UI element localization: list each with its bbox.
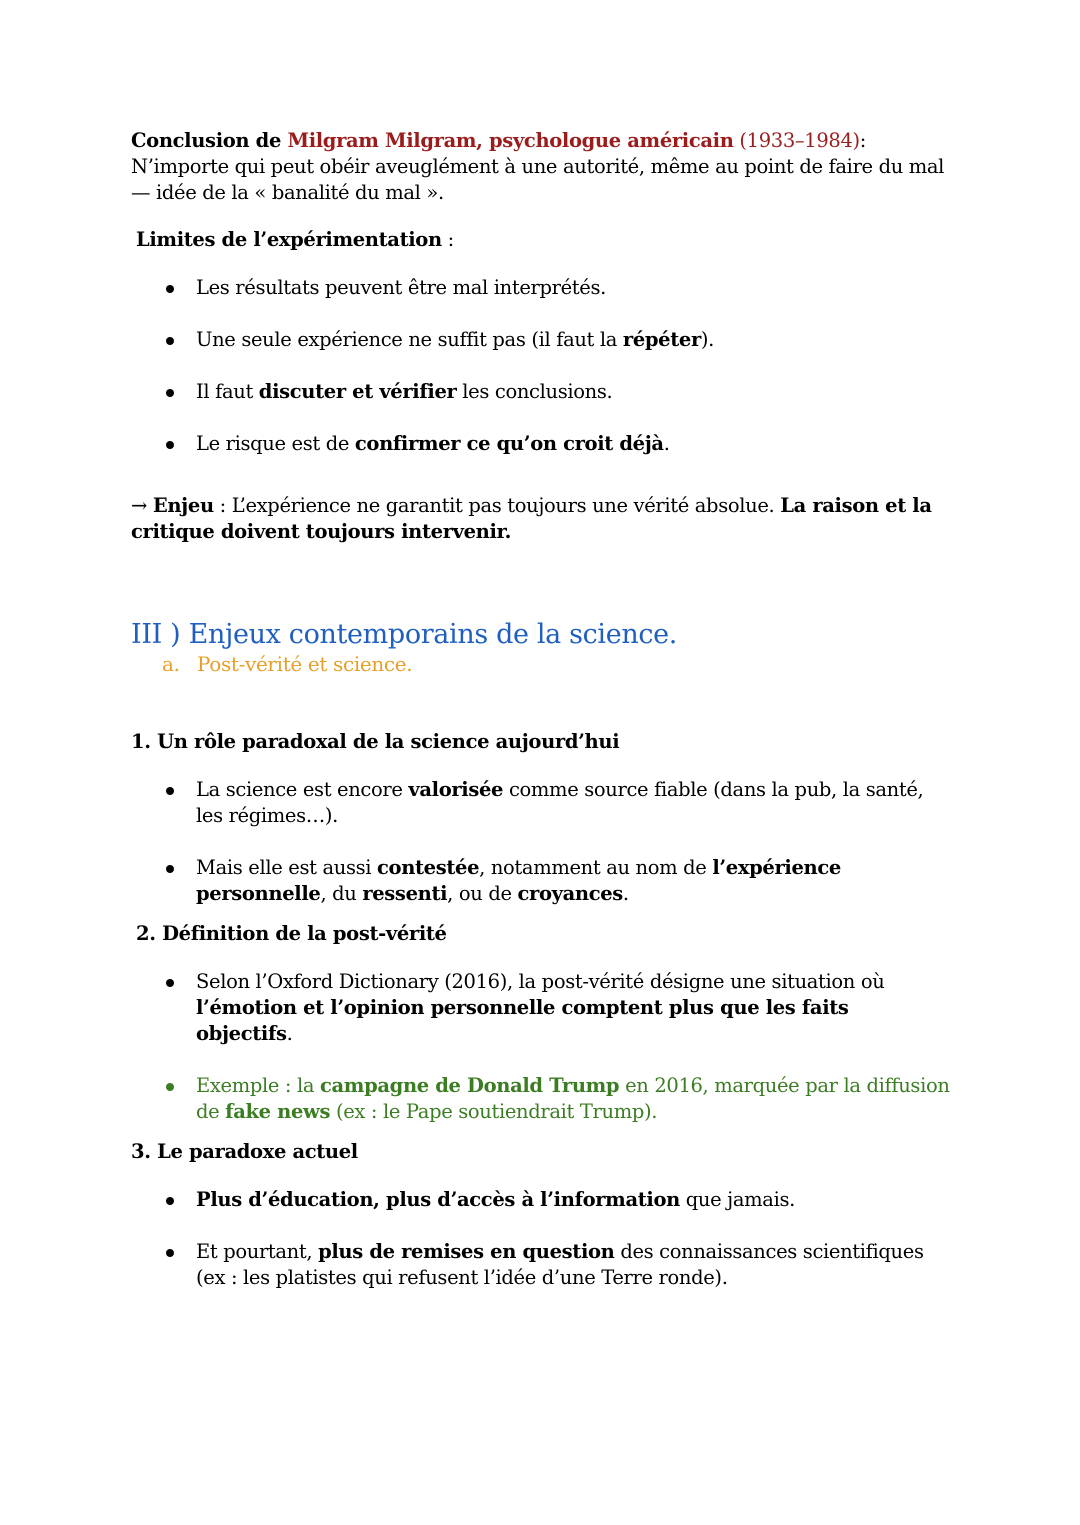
- bullet-icon: [166, 389, 174, 397]
- part2-heading: 2. Définition de la post-vérité: [136, 922, 447, 945]
- bullet-icon: [166, 1197, 174, 1205]
- part1-list: [131, 777, 951, 907]
- bullet-icon: [166, 441, 174, 449]
- list-item: Mais elle est aussi contestée, notamment au nom de l’expérience personnelle, du ressenti, ou de croyances.: [131, 855, 951, 907]
- conclusion-text: : N’importe qui peut obéir aveuglément à une autorité, même au point de faire du mal — idée de la « banalité du mal ».: [131, 129, 945, 204]
- milgram-dates: (1933–1984): [733, 129, 860, 152]
- list-item: La science est encore valorisée comme source fiable (dans la pub, la santé, les régimes…).: [131, 777, 951, 829]
- enjeu-label: Enjeu: [152, 494, 214, 517]
- bullet-icon: [166, 865, 174, 873]
- list-item: Les résultats peuvent être mal interprétés.: [131, 275, 951, 301]
- bullet-icon: [166, 787, 174, 795]
- part3-heading: 3. Le paradoxe actuel: [131, 1140, 358, 1163]
- bullet-icon: [166, 979, 174, 987]
- list-item: Il faut discuter et vérifier les conclusions.: [131, 379, 951, 405]
- list-item: Selon l’Oxford Dictionary (2016), la post-vérité désigne une situation où l’émotion et l’opinion personnelle comptent plus que les faits objectifs.: [131, 969, 951, 1047]
- list-item: Exemple : la campagne de Donald Trump en 2016, marquée par la diffusion de fake news (ex : le Pape soutiendrait Trump).: [131, 1073, 951, 1125]
- conclusion-paragraph: [131, 128, 951, 206]
- list-item: Une seule expérience ne suffit pas (il faut la répéter).: [131, 327, 951, 353]
- document-page: [131, 128, 951, 1291]
- bullet-icon: [166, 337, 174, 345]
- list-item: Le risque est de confirmer ce qu’on croit déjà.: [131, 431, 951, 457]
- section-title: III ) Enjeux contemporains de la science.: [131, 619, 678, 650]
- bullet-icon: [166, 1249, 174, 1257]
- enjeu-paragraph: → Enjeu : L’expérience ne garantit pas toujours une vérité absolue. La raison et la critique doivent toujours intervenir.: [131, 494, 932, 543]
- part1-heading: 1. Un rôle paradoxal de la science aujourd’hui: [131, 730, 620, 753]
- limits-list: [131, 275, 951, 457]
- conclusion-label: Conclusion de: [131, 129, 288, 152]
- part3-list: [131, 1187, 951, 1291]
- bullet-icon: [166, 1083, 174, 1091]
- list-item: Plus d’éducation, plus d’accès à l’information que jamais.: [131, 1187, 951, 1213]
- milgram-name: Milgram Milgram, psychologue américain: [287, 129, 734, 152]
- bullet-icon: [166, 285, 174, 293]
- limits-heading: Limites de l’expérimentation :: [136, 228, 454, 251]
- list-item: Et pourtant, plus de remises en question des connaissances scientifiques (ex : les platistes qui refusent l’idée d’une Terre ronde).: [131, 1239, 951, 1291]
- subsection-title: a. Post-vérité et science.: [162, 652, 413, 676]
- part2-list: [131, 969, 951, 1125]
- arrow-icon: →: [131, 494, 153, 517]
